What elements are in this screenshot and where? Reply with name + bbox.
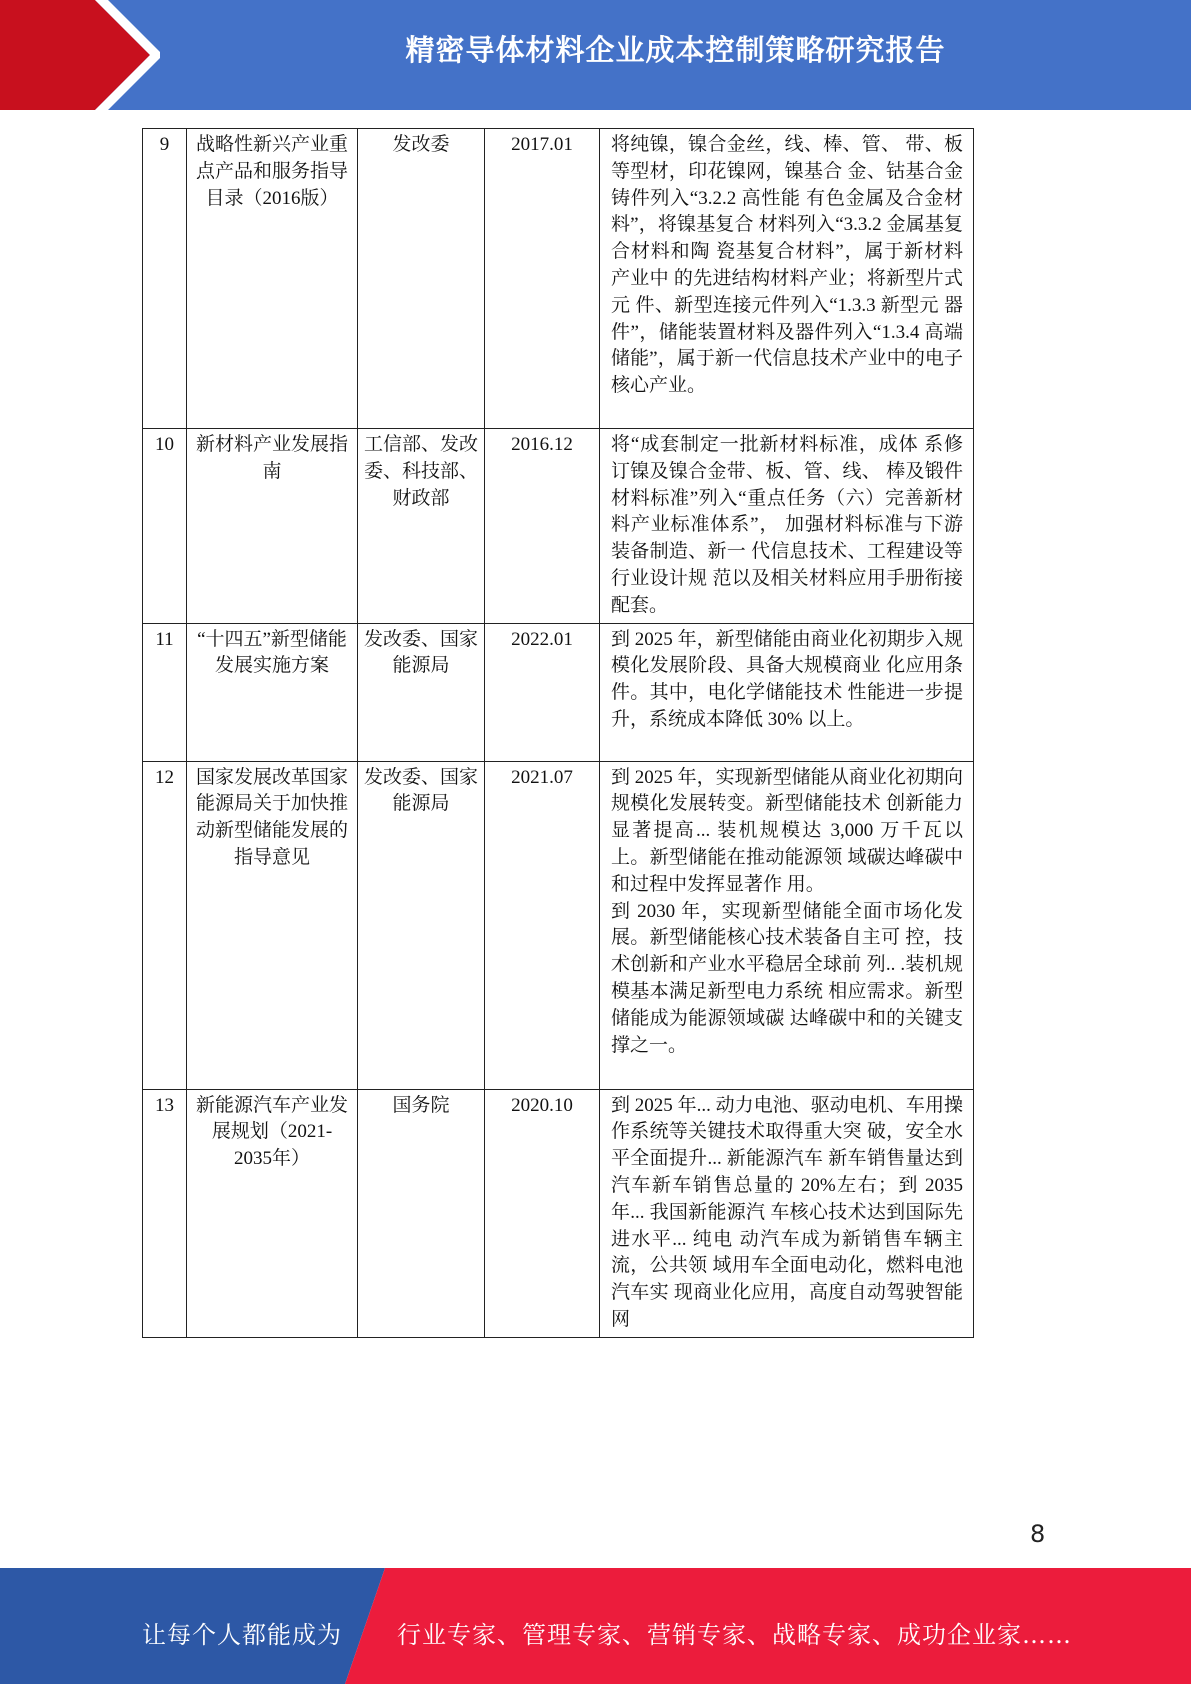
row-number: 9 (143, 129, 187, 429)
policy-content: 到 2025 年，实现新型储能从商业化初期向规模化发展转变。新型储能技术 创新能力显著提高... 装机规模达 3,000 万千瓦以上。新型储能在推动能源领 域碳达峰碳中和过程中发挥显著作 用。 到 2030 年，实现新型储能全面市场化发展。新型储能核心技术装备自主可 控，技术创新和产业水平稳居全球前 列.. .装机规模基本满足新型电力系统 相应需求。新型储能成为能源领域碳 达峰碳中和的关键支撑之一。 (600, 761, 974, 1089)
row-number: 11 (143, 623, 187, 761)
header-chevron-decoration (0, 0, 160, 110)
issuing-department: 国务院 (358, 1089, 485, 1337)
page-number: 8 (1030, 1520, 1046, 1548)
issue-date: 2020.10 (485, 1089, 600, 1337)
footer-slogan-left: 让每个人都能成为 (142, 1621, 342, 1649)
policy-content: 将“成套制定一批新材料标准，成体 系修订镍及镍合金带、板、管、线、 棒及锻件材料标准”列入“重点任务（六）完善新材料产业标准体系”， 加强材料标准与下游装备制造、新一 代信息技术、工程建设等行业设计规 范以及相关材料应用手册衔接配套。 (600, 429, 974, 624)
policy-name: 新材料产业发展指南 (187, 429, 358, 624)
issue-date: 2016.12 (485, 429, 600, 624)
page-footer (0, 1568, 1191, 1684)
table-row (143, 429, 974, 624)
row-number: 12 (143, 761, 187, 1089)
document-title: 精密导体材料企业成本控制策略研究报告 (405, 33, 946, 67)
issue-date: 2017.01 (485, 129, 600, 429)
policy-content: 将纯镍，镍合金丝，线、棒、管、 带、板等型材，印花镍网，镍基合 金、钴基合金铸件列入“3.2.2 高性能 有色金属及合金材料”，将镍基复合 材料列入“3.3.2 金属基复合材料和陶 瓷基复合材料”，属于新材料产业中 的先进结构材料产业；将新型片式元 件、新型连接元件列入“1.3.3 新型元 器件”，储能装置材料及器件列入“1.3.4 高端储能”，属于新一代信息技术产业中的电子核心产业。 (600, 129, 974, 429)
table-row (143, 623, 974, 761)
row-number: 13 (143, 1089, 187, 1337)
table-row (143, 1089, 974, 1337)
issuing-department: 发改委、国家能源局 (358, 623, 485, 761)
issuing-department: 工信部、发改委、科技部、财政部 (358, 429, 485, 624)
policy-content: 到 2025 年，新型储能由商业化初期步入规模化发展阶段、具备大规模商业 化应用条件。其中，电化学储能技术 性能进一步提升，系统成本降低 30% 以上。 (600, 623, 974, 761)
policy-content: 到 2025 年... 动力电池、驱动电机、车用操作系统等关键技术取得重大突 破，安全水平全面提升... 新能源汽车 新车销售量达到汽车新车销售总量的 20%左右；到 2035 年... 我国新能源汽 车核心技术达到国际先进水平... 纯电 动汽车成为新销售车辆主流，公共领 域用车全面电动化，燃料电池汽车实 现商业化应用，高度自动驾驶智能网 (600, 1089, 974, 1337)
issue-date: 2022.01 (485, 623, 600, 761)
page-header (0, 0, 1191, 110)
issuing-department: 发改委、国家能源局 (358, 761, 485, 1089)
issue-date: 2021.07 (485, 761, 600, 1089)
issuing-department: 发改委 (358, 129, 485, 429)
policy-name: “十四五”新型储能发展实施方案 (187, 623, 358, 761)
policy-name: 新能源汽车产业发展规划（2021-2035年） (187, 1089, 358, 1337)
table-row (143, 761, 974, 1089)
footer-slogan-right: 行业专家、管理专家、营销专家、战略专家、成功企业家…… (397, 1621, 1072, 1649)
policy-table (142, 128, 974, 1338)
policy-name: 战略性新兴产业重点产品和服务指导目录（2016版） (187, 129, 358, 429)
policy-name: 国家发展改革国家能源局关于加快推动新型储能发展的指导意见 (187, 761, 358, 1089)
table-row (143, 129, 974, 429)
row-number: 10 (143, 429, 187, 624)
